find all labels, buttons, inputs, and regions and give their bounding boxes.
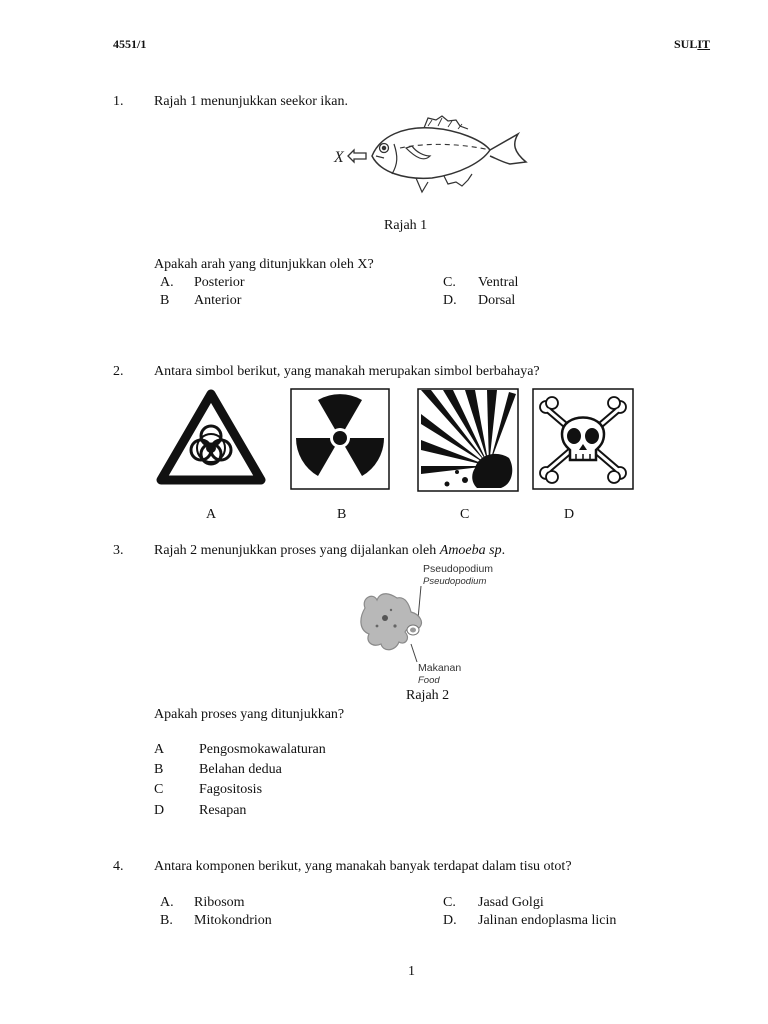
- q1-option-b-text: Anterior: [194, 293, 242, 308]
- q2-number: 2.: [113, 364, 124, 379]
- page-number: 1: [408, 964, 415, 979]
- q2-label-c: C: [460, 507, 470, 522]
- q3-option-b-letter: B: [154, 762, 164, 777]
- fish-figure: [332, 112, 528, 200]
- classification-label: [674, 37, 710, 52]
- q2-stem: Antara simbol berikut, yang manakah merupakan simbol berbahaya?: [154, 364, 540, 379]
- q3-option-d-text: Resapan: [199, 803, 247, 818]
- q4-number: 4.: [113, 859, 124, 874]
- fish-icon: [372, 116, 526, 192]
- q2-label-a: A: [206, 507, 217, 522]
- q1-number: 1.: [113, 94, 124, 109]
- q3-stem: [154, 543, 505, 559]
- q1-option-d-letter: D.: [443, 293, 457, 308]
- q3-stem-suffix: .: [501, 543, 506, 558]
- q4-option-d-text: Jalinan endoplasma licin: [478, 913, 617, 928]
- q2-label-b: B: [337, 507, 347, 522]
- amoeba-icon: [361, 594, 422, 650]
- q3-option-d-letter: D: [154, 803, 165, 818]
- q4-option-b-text: Mitokondrion: [194, 913, 272, 928]
- pseudopodium-label: Pseudopodium: [423, 563, 494, 575]
- q1-option-d-text: Dorsal: [478, 293, 516, 308]
- explosive-icon: [417, 388, 519, 492]
- q1-stem: Rajah 1 menunjukkan seekor ikan.: [154, 94, 349, 109]
- food-label: Food: [418, 675, 440, 686]
- q4-stem: Antara komponen berikut, yang manakah banyak terdapat dalam tisu otot?: [154, 859, 572, 874]
- q4-option-d-letter: D.: [443, 913, 457, 928]
- q3-option-c-letter: C: [154, 782, 164, 797]
- skull-crossbones-icon: [532, 388, 634, 490]
- q1-option-c-letter: C.: [443, 275, 456, 290]
- q4-option-c-text: Jasad Golgi: [478, 895, 544, 910]
- x-label: X: [334, 149, 344, 166]
- q3-caption: Rajah 2: [406, 688, 450, 703]
- paper-code: 4551/1: [113, 37, 147, 51]
- classification-prefix: SUL: [674, 37, 698, 51]
- radiation-icon: [290, 388, 390, 490]
- q1-caption: Rajah 1: [384, 218, 428, 233]
- q3-option-b-text: Belahan dedua: [199, 762, 282, 777]
- q4-option-c-letter: C.: [443, 895, 456, 910]
- q4-option-b-letter: B.: [160, 913, 173, 928]
- q3-number: 3.: [113, 543, 124, 558]
- q3-question: Apakah proses yang ditunjukkan?: [154, 707, 345, 722]
- biohazard-icon: [155, 388, 267, 488]
- classification-underlined: IT: [697, 37, 711, 51]
- q1-question: Apakah arah yang ditunjukkan oleh X?: [154, 257, 374, 272]
- q2-label-d: D: [564, 507, 575, 522]
- makanan-label: Makanan: [418, 662, 462, 674]
- q3-option-a-letter: A: [154, 742, 165, 757]
- q3-option-c-text: Fagositosis: [199, 782, 263, 797]
- arrow-icon: [348, 150, 366, 162]
- amoeba-figure: [355, 560, 505, 690]
- q1-option-b-letter: B: [160, 293, 170, 308]
- q1-option-a-letter: A.: [160, 275, 174, 290]
- q1-option-c-text: Ventral: [478, 275, 519, 290]
- q4-option-a-letter: A.: [160, 895, 174, 910]
- pseudopodium-italic-label: Pseudopodium: [423, 576, 487, 587]
- q3-stem-prefix: Rajah 2 menunjukkan proses yang dijalankan oleh: [154, 543, 437, 558]
- q3-option-a-text: Pengosmokawalaturan: [199, 742, 326, 757]
- q3-stem-species: Amoeba sp: [439, 543, 502, 558]
- q4-option-a-text: Ribosom: [194, 895, 245, 910]
- q1-option-a-text: Posterior: [194, 275, 245, 290]
